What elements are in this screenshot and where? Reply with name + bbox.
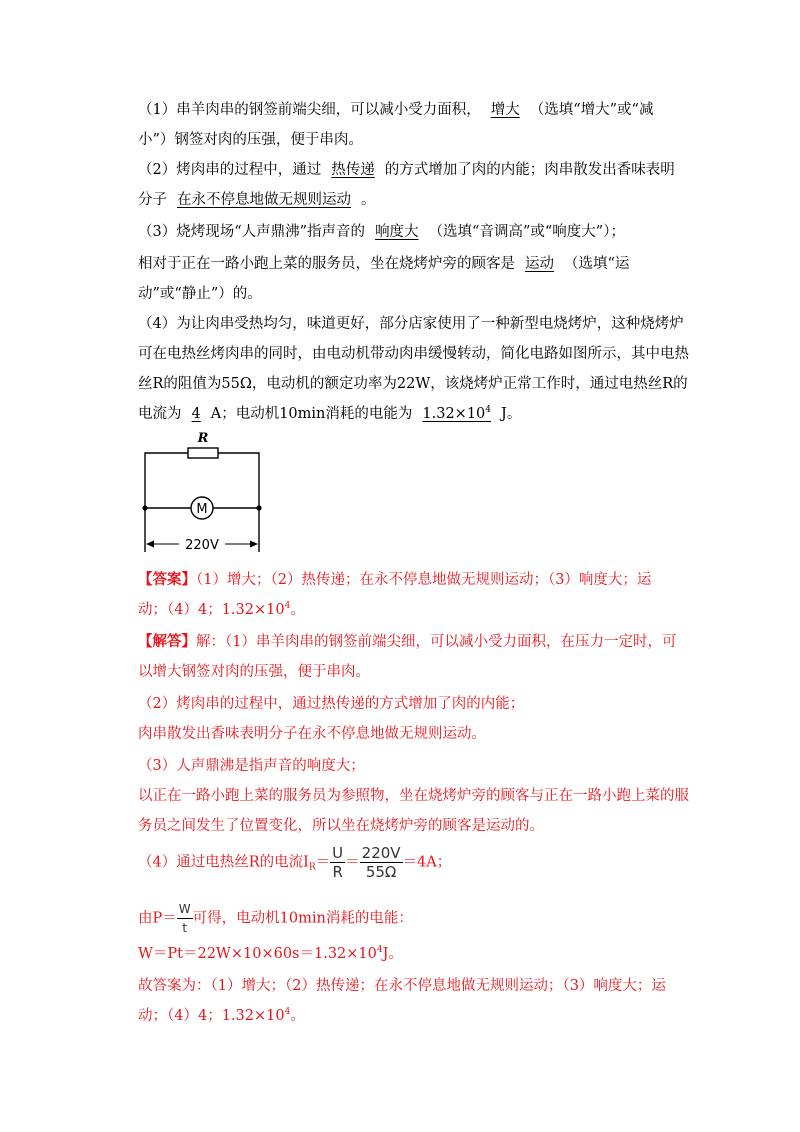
- fraction-denominator: R: [332, 863, 343, 881]
- fraction-u-over-r: [330, 844, 345, 881]
- equals-sign: ＝: [315, 854, 331, 871]
- q2-answer-blank-1: 热传递: [331, 162, 375, 178]
- q4-answer-blank-1: 4: [191, 406, 201, 422]
- arrowhead-left: [146, 541, 154, 548]
- solution-line8: [138, 844, 451, 881]
- answer-line2: [138, 600, 305, 620]
- solution-text-12-end: 。: [290, 1008, 305, 1024]
- q1-text-suffix: （选填“增大”或“减: [529, 102, 654, 118]
- q3-line1: [138, 222, 625, 242]
- solution-line10: [138, 944, 403, 964]
- q4-blank2-exponent: 4: [485, 405, 492, 415]
- fraction-denominator-3: t: [182, 921, 188, 935]
- solution-line4: 肉串散发出香味表明分子在永不停息地做无规则运动。: [138, 726, 486, 742]
- answer-tag: 【答案】: [138, 571, 196, 588]
- solution-line5: （3）人声鼎沸是指声音的响度大；: [138, 758, 365, 774]
- resistor-label: R: [197, 431, 209, 446]
- q4-line1: （4）为让肉串受热均匀，味道更好，部分店家使用了一种新型电烧烤炉，这种烧烤炉: [138, 316, 684, 332]
- q2-text-2: 分子: [138, 192, 167, 208]
- junction-left: [142, 505, 147, 510]
- q3-answer-blank-1: 响度大: [375, 224, 419, 240]
- q4-line2: 可在电热丝烤肉串的同时，由电动机带动肉串缓慢转动，简化电路如图所示，其中电热: [138, 346, 689, 362]
- fraction-numerator: U: [332, 844, 344, 862]
- q4-line3: 丝R的阻值为55Ω，电动机的额定功率为22W，该烧烤炉正常工作时，通过电热丝R的: [138, 376, 688, 392]
- q4-text-suffix: J。: [501, 406, 522, 422]
- solution-tag: 【解答】: [138, 633, 196, 650]
- q4-blank2-base: 1.32×10: [422, 406, 486, 422]
- solution-line12: [138, 1006, 305, 1026]
- solution-line2: 以增大钢签对肉的压强，便于串肉。: [138, 664, 370, 680]
- fraction-w-over-t: [177, 900, 193, 937]
- solution-text-12: 动；（4）4；1.32×10: [138, 1008, 285, 1024]
- junction-right: [256, 505, 261, 510]
- resistor-symbol: [188, 448, 218, 458]
- solution-text-10-end: J。: [382, 946, 403, 962]
- answer-exponent: 4: [284, 601, 291, 611]
- q3-line2: [138, 254, 629, 274]
- answer-text-2-end: 。: [290, 602, 305, 618]
- fraction-numerator-2: 220V: [361, 844, 401, 862]
- fraction-numerator-3: W: [177, 900, 193, 919]
- equals-sign-2: ＝: [345, 854, 360, 871]
- solution-text-9-suffix: 可得，电动机10min消耗的电能：: [192, 910, 413, 927]
- solution-text-1: 解：（1）串羊肉串的钢签前端尖细，可以减小受力面积，在压力一定时，可: [196, 634, 677, 650]
- solution-text-10: W＝Pt＝22W×10×60s＝1.32×10: [138, 946, 377, 962]
- q1-line2: 小”）钢签对肉的压强，便于串肉。: [138, 132, 363, 148]
- fraction-denominator-2: 55Ω: [365, 863, 397, 881]
- circuit-diagram: [133, 430, 273, 560]
- solution-text-9: 由P＝: [138, 910, 177, 927]
- fraction-values: [360, 844, 403, 881]
- current-symbol: I: [303, 854, 309, 871]
- solution-line1: [138, 632, 676, 652]
- solution-text-8: （4）通过电热丝R的电流: [138, 854, 304, 871]
- q4-text: 电流为: [138, 406, 182, 422]
- solution-exponent-12: 4: [284, 1007, 291, 1017]
- q2-answer-blank-2: 在永不停息地做无规则运动: [177, 192, 351, 208]
- answer-text: （1）增大；（2）热传递；在永不停息地做无规则运动；（3）响度大；运: [196, 572, 652, 588]
- answer-text-2: 动；（4）4；1.32×10: [138, 602, 285, 618]
- wire-right-top: [218, 453, 259, 508]
- wire-left-top: [145, 453, 188, 508]
- q3-text: （3）烧烤现场“人声鼎沸”指声音的: [138, 224, 366, 240]
- q4-line4: [138, 404, 521, 424]
- q4-answer-blank-2: [412, 404, 501, 424]
- q2-line2: [138, 190, 376, 210]
- voltage-label: 220V: [185, 538, 219, 553]
- q2-text-suffix: 的方式增加了肉的内能；肉串散发出香味表明: [384, 162, 675, 178]
- q2-text: （2）烤肉串的过程中，通过: [138, 162, 322, 178]
- q4-text-mid: A；电动机10min消耗的电能为: [210, 406, 413, 422]
- q3-text-2-suffix: （选填“运: [564, 256, 630, 272]
- q3-line3: 动”或“静止”）的。: [138, 286, 262, 302]
- q1-answer-blank: 增大: [490, 102, 520, 118]
- motor-label: M: [196, 502, 208, 517]
- answer-line1: [138, 570, 651, 590]
- q1-line1: [138, 100, 653, 120]
- q3-text-2: 相对于正在一路小跑上菜的服务员，坐在烧烤炉旁的顾客是: [138, 256, 515, 272]
- solution-line7: 务员之间发生了位置变化，所以坐在烧烤炉旁的顾客是运动的。: [138, 818, 544, 834]
- q3-answer-blank-2: 运动: [525, 256, 554, 272]
- solution-text-8-suffix: ＝4A；: [402, 854, 452, 871]
- solution-line6: 以正在一路小跑上菜的服务员为参照物，坐在烧烤炉旁的顾客与正在一路小跑上菜的服: [138, 788, 689, 804]
- q3-text-suffix: （选填“音调高”或“响度大”）；: [428, 224, 625, 240]
- arrowhead-right: [250, 541, 258, 548]
- solution-exponent-10: 4: [376, 945, 383, 955]
- solution-line9: [138, 900, 413, 937]
- current-subscript: R: [308, 862, 316, 873]
- solution-line3: （2）烤肉串的过程中，通过热传递的方式增加了肉的内能；: [138, 696, 525, 712]
- solution-line11: 故答案为：（1）增大；（2）热传递；在永不停息地做无规则运动；（3）响度大；运: [138, 978, 666, 994]
- q2-line1: [138, 160, 675, 180]
- q1-text: （1）串羊肉串的钢签前端尖细，可以减小受力面积，: [138, 102, 481, 118]
- q2-text-2-suffix: 。: [361, 192, 376, 208]
